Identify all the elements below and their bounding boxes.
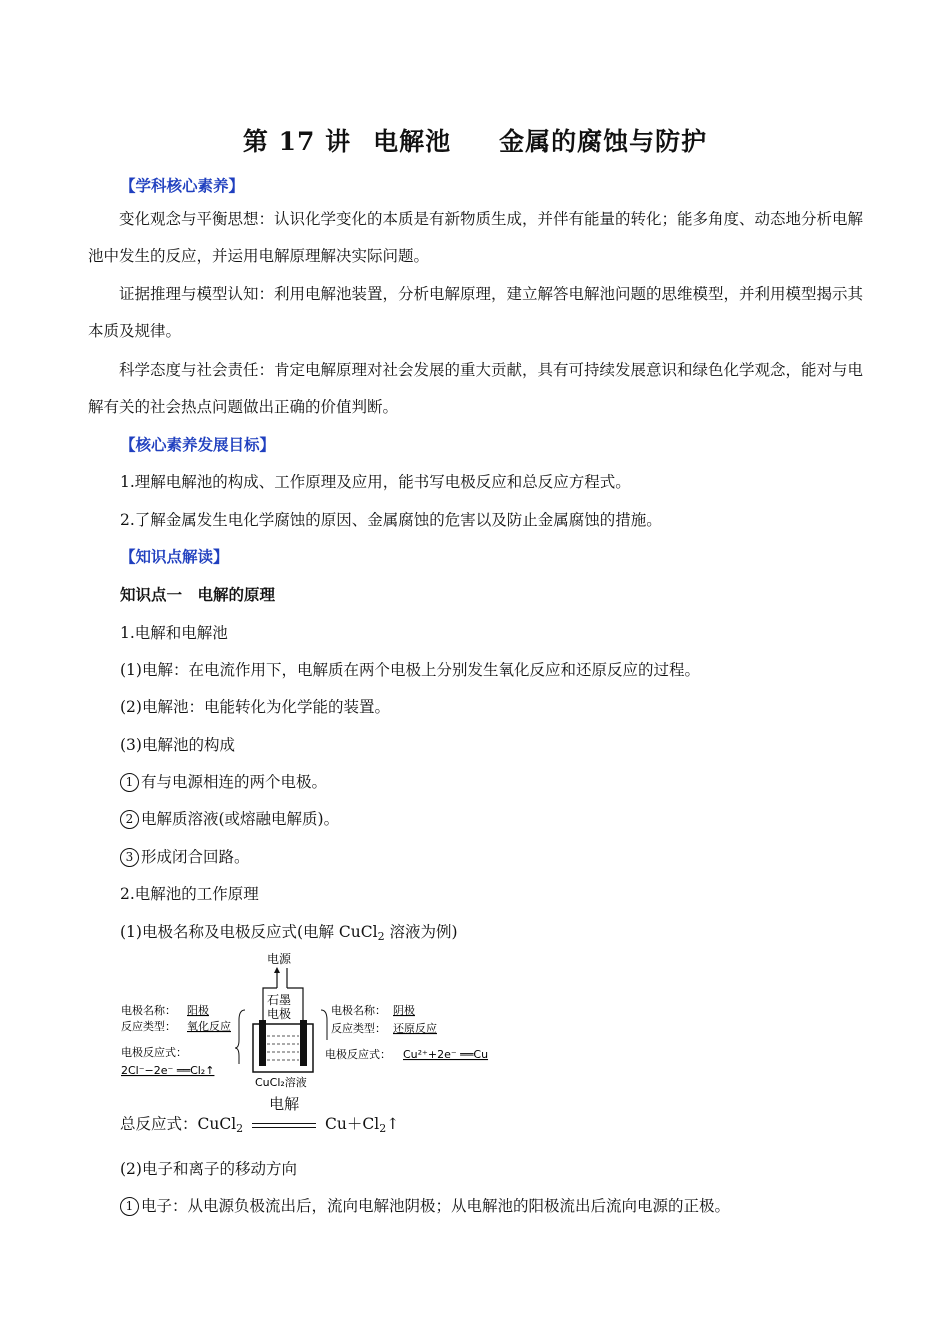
right-name-label: 电极名称：	[331, 1004, 386, 1017]
solution-lines	[267, 1036, 299, 1060]
kp1-def3: (3)电解池的构成	[120, 736, 235, 754]
circled-number: 1	[120, 773, 139, 792]
electrolysis-diagram	[115, 948, 495, 1093]
kp1-heading: 知识点一 电解的原理	[120, 586, 276, 604]
section-core-literacy: 【学科核心素养】	[120, 177, 245, 195]
kp1-sub2: 2.电解池的工作原理	[120, 885, 259, 903]
circled-number: 3	[120, 848, 139, 867]
section-knowledge: 【知识点解读】	[120, 548, 229, 566]
kp1-def2: (2)电解池：电能转化为化学能的装置。	[120, 698, 390, 716]
graphite-label-1: 石墨	[267, 993, 292, 1007]
component-2: 2 电解质溶液(或熔融电解质)。	[120, 807, 339, 829]
power-label: 电源	[267, 952, 292, 966]
right-type: 还原反应	[393, 1022, 437, 1035]
kp1-sub1: 1.电解和电解池	[120, 624, 228, 642]
goal-1: 1.理解电解池的构成、工作原理及应用，能书写电极反应和总反应方程式。	[120, 473, 631, 491]
electron-flow: 1 电子：从电源负极流出后，流向电解池阴极；从电解池的阳极流出后流向电源的正极。	[120, 1194, 730, 1216]
right-type-label: 反应类型：	[331, 1022, 386, 1035]
kp1-def1: (1)电解：在电流作用下，电解质在两个电极上分别发生氧化反应和还原反应的过程。	[120, 661, 700, 679]
left-name: 阳极	[187, 1004, 209, 1017]
left-name-label: 电极名称：	[121, 1004, 176, 1017]
title-topic1: 电解池	[373, 127, 452, 156]
left-type-label: 反应类型：	[121, 1020, 176, 1033]
reaction-condition: 电解	[248, 1115, 320, 1135]
anode	[259, 1020, 266, 1066]
kp1-principle-1: (1)电极名称及电极反应式(电解 CuCl$_2$ 溶液为例)	[120, 923, 458, 943]
solution-label: CuCl₂溶液	[255, 1076, 307, 1089]
left-brace	[235, 1010, 245, 1064]
left-eq-label: 电极反应式：	[121, 1046, 187, 1059]
graphite-label-2: 电极	[267, 1007, 292, 1021]
right-name: 阴极	[393, 1004, 415, 1017]
title-topic2: 金属的腐蚀与防护	[499, 127, 708, 156]
core-paragraph-3: 科学态度与社会责任：肯定电解原理对社会发展的重大贡献，具有可持续发展意识和绿色化学观念，能对与电解有关的社会热点问题做出正确的价值判断。	[88, 361, 864, 416]
total-reaction: 总反应式：CuCl$_2$ 电解 $Cu+Cl_2↑$	[120, 1095, 400, 1135]
circled-number: 1	[120, 1197, 139, 1216]
right-eq: Cu²⁺+2e⁻ ══Cu	[403, 1048, 489, 1061]
left-type: 氧化反应	[187, 1020, 231, 1033]
section-goals: 【核心素养发展目标】	[120, 436, 276, 454]
component-3: 3 形成闭合回路。	[120, 845, 250, 867]
right-brace	[321, 1010, 327, 1040]
right-eq-label: 电极反应式：	[325, 1048, 391, 1061]
core-paragraph-2: 证据推理与模型认知：利用电解池装置，分析电解原理，建立解答电解池问题的思维模型，并利用模型揭示其本质及规律。	[88, 285, 864, 340]
circled-number: 2	[120, 810, 139, 829]
core-paragraph-1: 变化观念与平衡思想：认识化学变化的本质是有新物质生成，并伴有能量的转化；能多角度、动态地分析电解池中发生的反应，并运用电解原理解决实际问题。	[88, 210, 864, 265]
arrow-up	[274, 967, 280, 973]
kp1-principle-2: (2)电子和离子的移动方向	[120, 1160, 297, 1178]
component-1: 1 有与电源相连的两个电极。	[120, 770, 327, 792]
cathode	[300, 1020, 307, 1066]
goal-2: 2.了解金属发生电化学腐蚀的原因、金属腐蚀的危害以及防止金属腐蚀的措施。	[120, 511, 662, 529]
left-eq: 2Cl⁻−2e⁻ ══Cl₂↑	[121, 1064, 215, 1077]
title-lecture: 第 17 讲	[242, 127, 352, 156]
page-title	[0, 122, 950, 158]
